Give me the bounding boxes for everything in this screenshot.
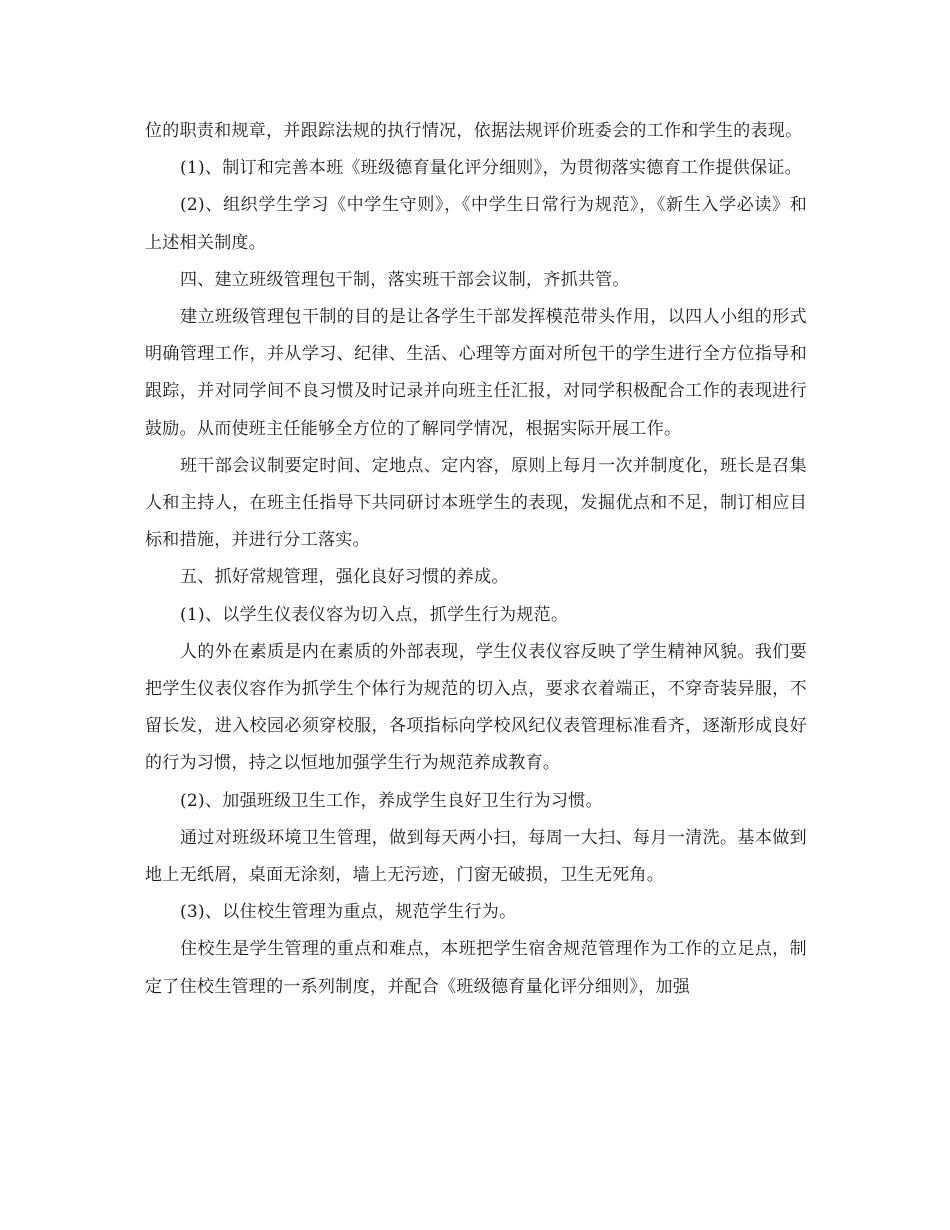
paragraph-1: 位的职责和规章，并跟踪法规的执行情况，依据法规评价班委会的工作和学生的表现。 xyxy=(145,121,803,141)
section-heading-5: 五、抓好常规管理，强化良好习惯的养成。 xyxy=(180,567,509,588)
paragraph-3: (2)、组织学生学习《中学生守则》，《中学生日常行为规范》，《新生入学必读》和上述相关制度。 xyxy=(145,195,807,253)
paragraph-13: 住校生是学生管理的重点和难点，本班把学生宿舍规范管理作为工作的立足点，制定了住校生管理的一系列制度，并配合《班级德育量化评分细则》，加强 xyxy=(145,939,807,997)
paragraph-9: 人的外在素质是内在素质的外部表现，学生仪表仪容反映了学生精神风貌。我们要把学生仪表仪容作为抓学生个体行为规范的切入点，要求衣着端正，不穿奇装异服，不留长发，进入校园必须穿校服，各项指标向学校风纪仪表管理标准看齐，逐渐形成良好的行为习惯，持之以恒地加强学生行为规范养成教育。 xyxy=(145,641,807,774)
section-heading-4: 四、建立班级管理包干制，落实班干部会议制，齐抓共管。 xyxy=(180,269,630,290)
paragraph-10: (2)、加强班级卫生工作，养成学生良好卫生行为习惯。 xyxy=(180,790,603,811)
paragraph-12: (3)、以住校生管理为重点，规范学生行为。 xyxy=(180,902,517,923)
paragraph-8: (1)、以学生仪表仪容为切入点，抓学生行为规范。 xyxy=(180,604,569,625)
paragraph-11: 通过对班级环境卫生管理，做到每天两小扫，每周一大扫、每月一清洗。基本做到地上无纸屑，桌面无涂刻，墙上无污迹，门窗无破损，卫生无死角。 xyxy=(145,827,807,886)
paragraph-6: 班干部会议制要定时间、定地点、定内容，原则上每月一次并制度化，班长是召集人和主持人，在班主任指导下共同研讨本班学生的表现，发掘优点和不足，制订相应目标和措施，并进行分工落实。 xyxy=(145,455,807,551)
document-body xyxy=(145,113,807,1006)
paragraph-2: (1)、制订和完善本班《班级德育量化评分细则》，为贯彻落实德育工作提供保证。 xyxy=(180,158,802,179)
paragraph-5: 建立班级管理包干制的目的是让各学生干部发挥模范带头作用，以四人小组的形式明确管理工作，并从学习、纪律、生活、心理等方面对所包干的学生进行全方位指导和跟踪，并对同学间不良习惯及时记录并向班主任汇报，对同学积极配合工作的表现进行鼓励。从而使班主任能够全方位的了解同学情况，根据实际开展工作。 xyxy=(145,307,807,439)
